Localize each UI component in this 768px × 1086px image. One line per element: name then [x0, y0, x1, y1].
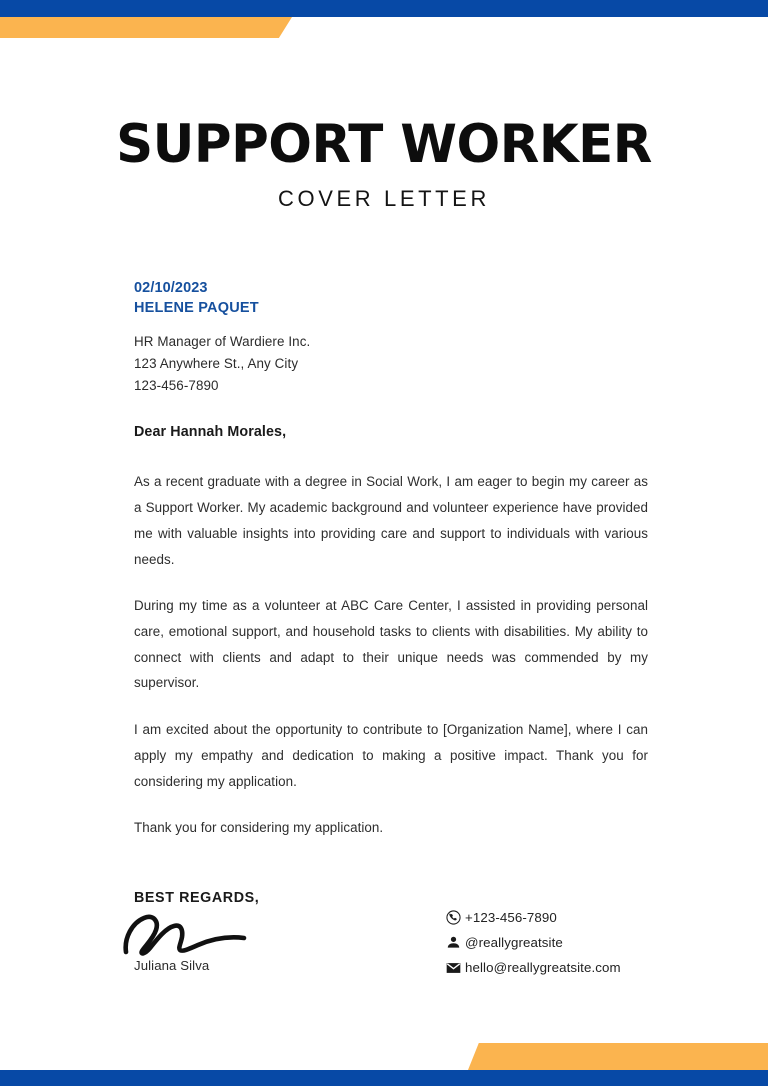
contact-handle-value: @reallygreatsite [465, 935, 563, 950]
envelope-icon [446, 960, 465, 976]
letter-body [134, 278, 648, 973]
recipient-address-line: 123 Anywhere St., Any City [134, 356, 299, 372]
page-title: SUPPORT WORKER [116, 114, 652, 175]
handwritten-signature-icon [120, 910, 280, 956]
top-blue-banner [0, 0, 768, 17]
phone-icon [446, 910, 465, 926]
bottom-blue-banner [0, 1070, 768, 1086]
page-subtitle: COVER LETTER [278, 186, 490, 212]
recipient-phone: 123-456-7890 [134, 378, 219, 394]
signer-name: Juliana Silva [134, 958, 210, 974]
contact-details [446, 907, 696, 982]
body-paragraph: I am excited about the opportunity to contribute to [Organization Name], where I can apply my empathy and dedication to making a positive impact. Thank you for considering my application. [134, 722, 648, 789]
salutation: Dear Hannah Morales, [134, 424, 287, 441]
contact-phone-value: +123-456-7890 [465, 910, 557, 925]
sign-off-label: BEST REGARDS, [134, 890, 260, 907]
body-paragraph: Thank you for considering my application. [134, 820, 384, 836]
recipient-address-line: HR Manager of Wardiere Inc. [134, 334, 311, 349]
letter-date: 02/10/2023 [134, 280, 208, 296]
body-paragraph: As a recent graduate with a degree in Social Work, I am eager to begin my career as a Support Worker. My academic background and volunteer experience have provided me with valuable insights into providing care and support to individuals with various needs. [134, 474, 648, 567]
top-orange-banner [0, 17, 292, 38]
user-icon [446, 935, 465, 951]
contact-row-email [446, 957, 696, 978]
contact-row-handle [446, 932, 696, 953]
bottom-orange-banner [468, 1043, 768, 1070]
body-paragraph: During my time as a volunteer at ABC Care Center, I assisted in providing personal care, emotional support, and household tasks to clients with disabilities. My ability to connect with clients and adapt to their unique needs was commended by my supervisor. [134, 598, 648, 691]
letter-header [0, 114, 768, 212]
recipient-name: HELENE PAQUET [134, 300, 259, 316]
contact-row-phone [446, 907, 696, 928]
contact-email-value: hello@reallygreatsite.com [465, 960, 621, 975]
